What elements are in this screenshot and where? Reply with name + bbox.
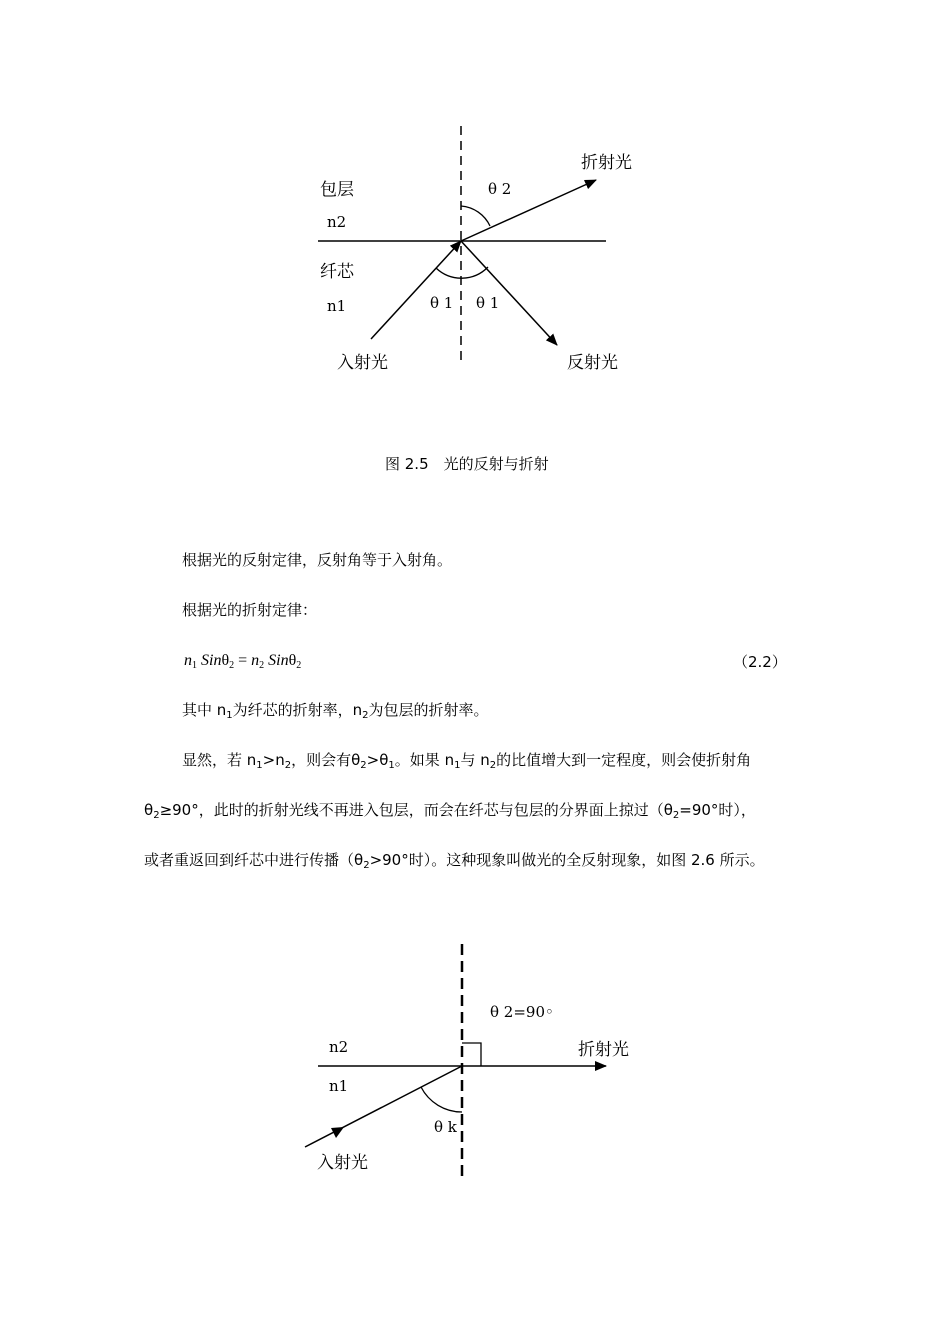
incident-light-label: 入射光 [317,1153,368,1173]
text-part: 。如果 n [394,751,455,769]
subscript: 2 [284,760,292,771]
eq-sin1: Sin [201,652,222,669]
eq-n2-sub: 2 [259,660,265,671]
text-part: =90°时）， [679,801,756,819]
subscript: 1 [388,760,395,771]
text-part: ≥90°，此时的折射光线不再进入包层，而会在纤芯与包层的分界面上掠过（θ [159,801,673,819]
snell-equation [184,652,301,670]
subscript: 2 [153,810,160,821]
core-label: 纤芯 [320,262,354,282]
subscript: 1 [454,760,461,771]
eq-n1-sub: 1 [192,660,197,671]
eq-sin2: Sin [268,652,289,669]
n2-label: n2 [327,213,347,231]
text-part: ，则会有θ [291,751,361,769]
text-part: >n [262,751,285,769]
text-part: 为包层的折射率。 [368,701,489,719]
theta1-arc [436,267,488,278]
eq-n2: n [251,652,260,669]
figure-caption: 图 2.5 光的反射与折射 [385,455,549,473]
subscript: 2 [360,760,367,771]
reflection-law-text: 根据光的反射定律，反射角等于入射角。 [182,551,453,569]
subscript: 2 [363,860,370,871]
n1-label: n1 [327,297,347,315]
refracted-light-label: 折射光 [578,1040,629,1060]
text-part: 与 n [460,751,490,769]
text-part: 为纤芯的折射率，n [232,701,363,719]
incident-light-label: 入射光 [337,353,388,373]
text-part: >90°时）。这种现象叫做光的全反射现象，如图 2.6 所示。 [369,851,765,869]
total-reflection-text-line2 [144,801,756,821]
text-part: >θ [366,751,389,769]
eq-n1: n [184,652,192,669]
text-part: 或者重返回到纤芯中进行传播（θ [144,851,364,869]
right-angle-marker [462,1043,481,1066]
text-part: 的比值增大到一定程度，则会使折射角 [496,751,752,769]
refraction-law-text: 根据光的折射定律： [182,601,318,619]
reflected-light-label: 反射光 [567,353,618,373]
thetak-label: θ k [434,1118,457,1136]
text-part: 显然，若 n [182,751,257,769]
figure-2-6 [305,944,606,1178]
eq-theta2: θ [288,652,297,669]
theta2-label: θ 2 [488,180,512,198]
theta2-arc [461,206,490,226]
refracted-light-label: 折射光 [581,153,632,173]
thetak-arc [421,1087,462,1112]
subscript: 2 [672,810,680,821]
subscript: 1 [226,710,233,721]
figure-2-5 [318,126,606,365]
text-part: 其中 n [182,701,227,719]
theta1-right-label: θ 1 [476,294,500,312]
cladding-label: 包层 [320,180,354,200]
eq-equals: = [238,652,248,669]
eq-theta1: θ [221,652,230,669]
n1-label: n1 [329,1077,349,1095]
reflected-ray [461,241,557,345]
eq-theta1-sub: 2 [229,660,235,671]
theta1-left-label: θ 1 [430,294,454,312]
theta2-90-label: θ 2=90◦ [490,1003,554,1021]
subscript: 2 [489,760,497,771]
subscript: 2 [362,710,369,721]
n2-label: n2 [329,1038,349,1056]
refracted-ray [461,180,596,241]
total-reflection-text-line1 [182,751,752,771]
total-reflection-text-line3 [144,851,765,871]
equation-number: （2.2） [733,653,787,671]
text-part: θ [144,801,154,819]
subscript: 1 [256,760,263,771]
index-definition-text [182,701,489,721]
eq-theta2-sub: 2 [296,660,302,671]
incident-ray [371,241,461,339]
